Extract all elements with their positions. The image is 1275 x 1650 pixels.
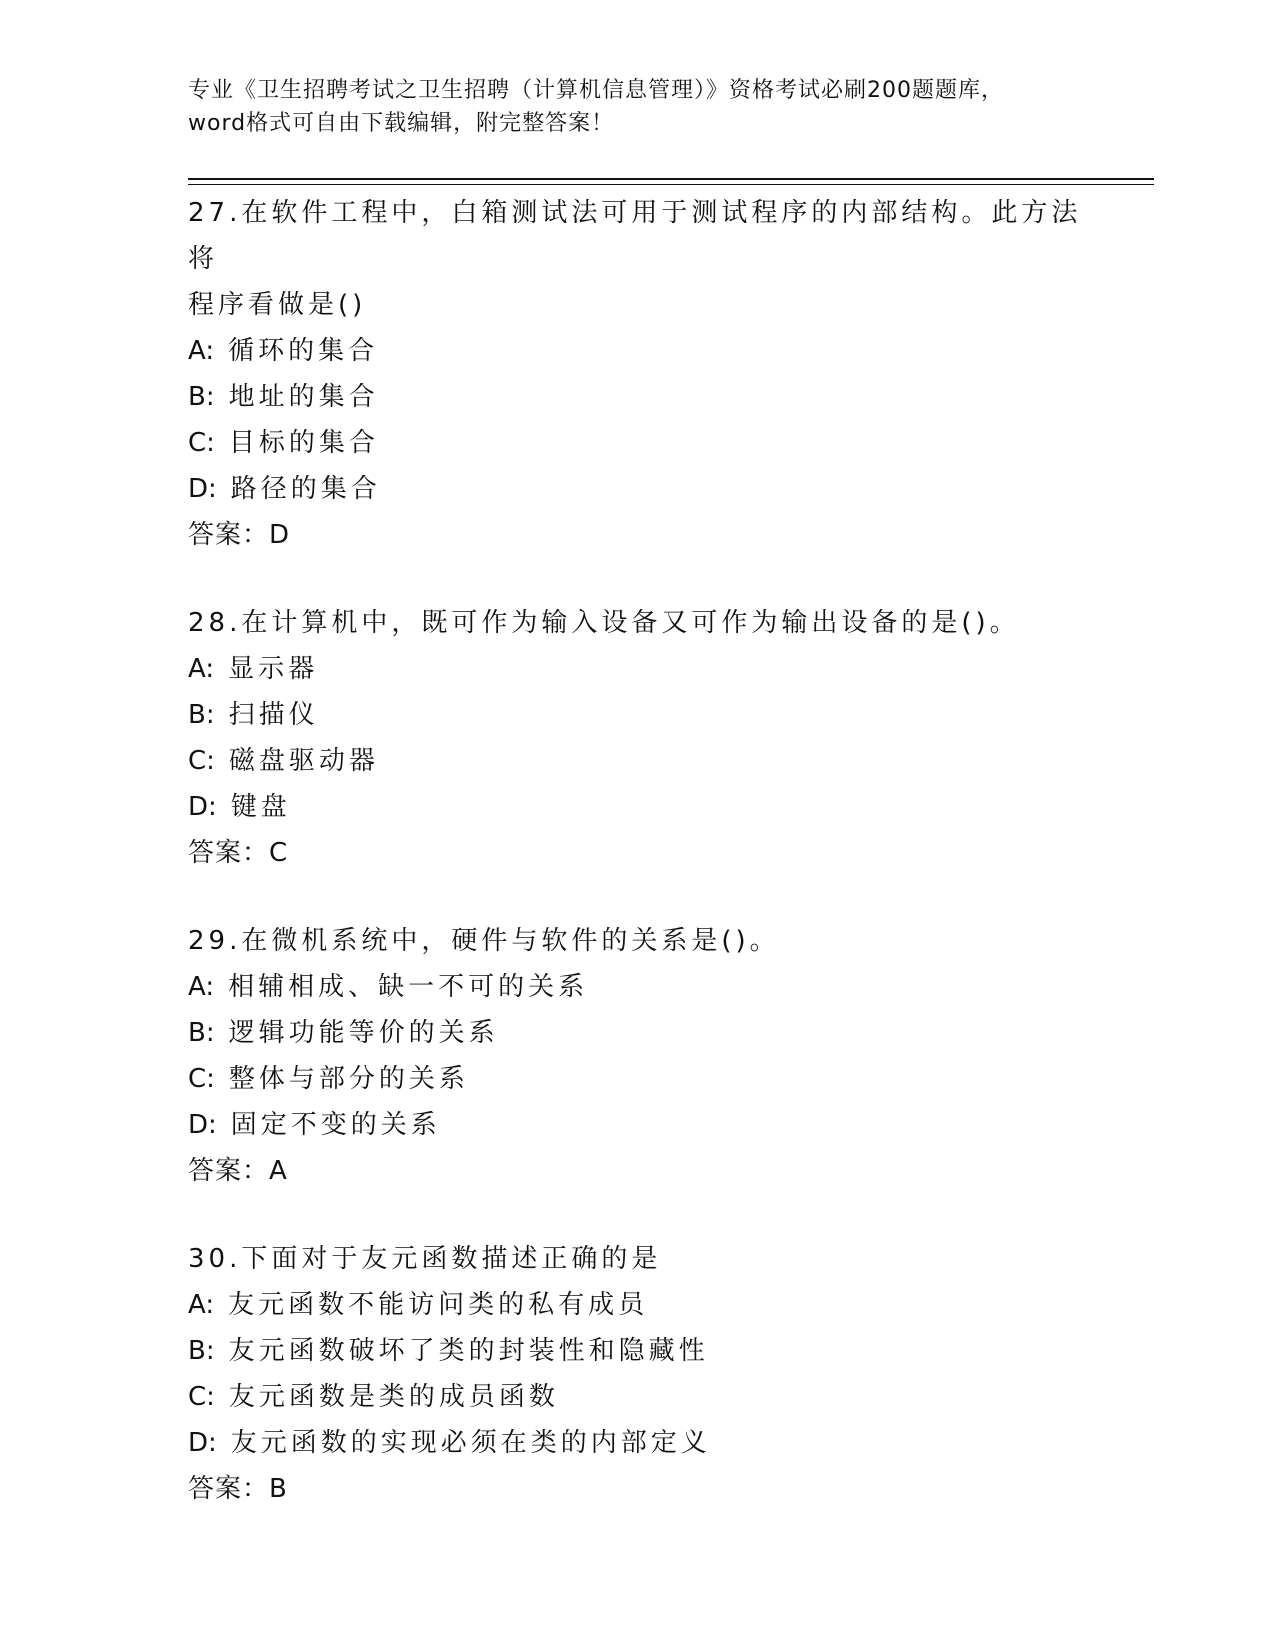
option-a: A: 显示器 <box>188 654 319 684</box>
option-text: 路径的集合 <box>230 474 381 504</box>
option-letter: D <box>188 1428 209 1458</box>
question-stem: 30.下面对于友元函数描述正确的是 <box>188 1244 662 1274</box>
question-stem: 27.在软件工程中，白箱测试法可用于测试程序的内部结构。此方法将 <box>188 198 1082 274</box>
question-stem-continued: 程序看做是() <box>188 290 367 320</box>
option-text: 整体与部分的关系 <box>228 1064 469 1094</box>
option-letter: B <box>188 1336 206 1366</box>
option-letter: B <box>188 700 206 730</box>
option-c: C: 目标的集合 <box>188 428 379 458</box>
option-c: C: 友元函数是类的成员函数 <box>188 1382 559 1412</box>
question-29 <box>188 918 1088 1194</box>
option-a: A: 友元函数不能访问类的私有成员 <box>188 1290 649 1320</box>
answer-line: 答案：D <box>188 520 291 550</box>
option-text: 固定不变的关系 <box>230 1110 441 1140</box>
question-30 <box>188 1236 1088 1512</box>
header-divider-bottom <box>188 184 1154 185</box>
option-text: 友元函数是类的成员函数 <box>228 1382 559 1412</box>
header-line-2: word格式可自由下载编辑，附完整答案！ <box>188 111 615 136</box>
document-header <box>188 74 1088 140</box>
option-letter: A <box>188 972 206 1002</box>
option-text: 扫描仪 <box>228 700 319 730</box>
option-d: D: 键盘 <box>188 792 291 822</box>
option-d: D: 固定不变的关系 <box>188 1110 441 1140</box>
option-letter: C <box>188 746 207 776</box>
option-text: 友元函数不能访问类的私有成员 <box>228 1290 649 1320</box>
option-letter: B <box>188 382 206 412</box>
question-28 <box>188 600 1088 876</box>
option-b: B: 逻辑功能等价的关系 <box>188 1018 499 1048</box>
option-letter: D <box>188 1110 209 1140</box>
option-b: B: 友元函数破坏了类的封装性和隐藏性 <box>188 1336 709 1366</box>
option-letter: C <box>188 1064 207 1094</box>
option-letter: C <box>188 1382 207 1412</box>
option-a: A: 循环的集合 <box>188 336 379 366</box>
question-stem: 28.在计算机中，既可作为输入设备又可作为输出设备的是()。 <box>188 608 1020 638</box>
option-text: 地址的集合 <box>228 382 379 412</box>
option-c: C: 磁盘驱动器 <box>188 746 379 776</box>
option-d: D: 路径的集合 <box>188 474 381 504</box>
question-27 <box>188 190 1088 558</box>
option-b: B: 地址的集合 <box>188 382 379 412</box>
option-text: 友元函数的实现必须在类的内部定义 <box>230 1428 711 1458</box>
option-text: 友元函数破坏了类的封装性和隐藏性 <box>228 1336 709 1366</box>
answer-line: 答案：B <box>188 1474 288 1504</box>
answer-line: 答案：C <box>188 838 289 868</box>
option-b: B: 扫描仪 <box>188 700 319 730</box>
option-c: C: 整体与部分的关系 <box>188 1064 469 1094</box>
answer-line: 答案：A <box>188 1156 288 1186</box>
option-letter: D <box>188 474 209 504</box>
question-stem: 29.在微机系统中，硬件与软件的关系是()。 <box>188 926 780 956</box>
option-text: 目标的集合 <box>228 428 379 458</box>
option-a: A: 相辅相成、缺一不可的关系 <box>188 972 589 1002</box>
option-letter: C <box>188 428 207 458</box>
option-text: 键盘 <box>230 792 291 822</box>
option-text: 逻辑功能等价的关系 <box>228 1018 499 1048</box>
option-text: 循环的集合 <box>228 336 379 366</box>
option-d: D: 友元函数的实现必须在类的内部定义 <box>188 1428 711 1458</box>
option-letter: A <box>188 654 206 684</box>
option-text: 显示器 <box>228 654 319 684</box>
question-list <box>188 190 1088 1554</box>
header-line-1: 专业《卫生招聘考试之卫生招聘（计算机信息管理）》资格考试必刷200题题库， <box>188 78 1004 103</box>
header-divider-top <box>188 178 1154 180</box>
option-text: 磁盘驱动器 <box>228 746 379 776</box>
option-letter: A <box>188 1290 206 1320</box>
option-letter: A <box>188 336 206 366</box>
option-letter: B <box>188 1018 206 1048</box>
option-text: 相辅相成、缺一不可的关系 <box>228 972 589 1002</box>
option-letter: D <box>188 792 209 822</box>
